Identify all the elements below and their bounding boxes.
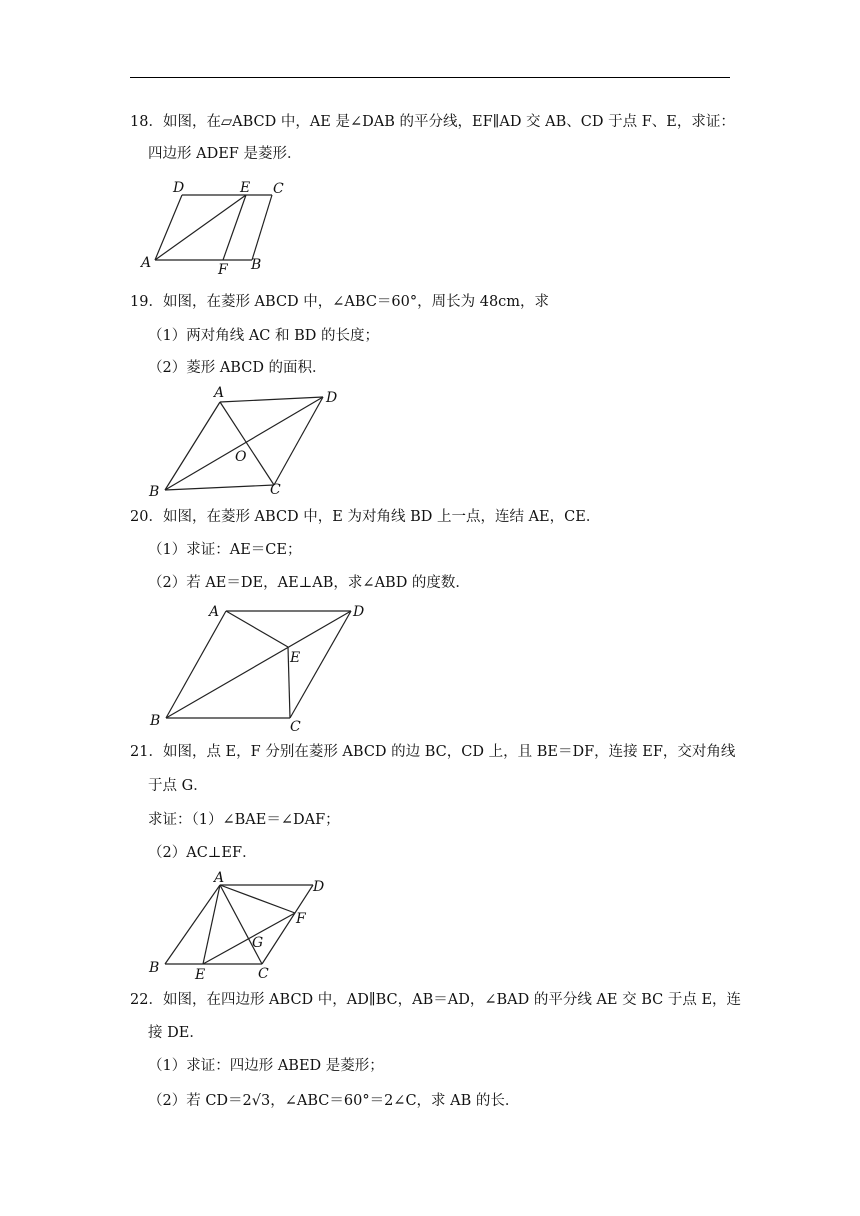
p21-figure [145,868,345,983]
p20-label-D: D [353,604,365,620]
p20-figure [145,598,375,738]
p21-line4: （2）AC⊥EF． [148,845,257,861]
p21-label-A: A [214,870,225,886]
p20-label-E: E [290,650,301,666]
p18-label-D: D [173,180,185,196]
p21-label-D: D [313,879,325,895]
p19-line2: （1）两对角线 AC 和 BD 的长度； [148,328,380,344]
p21-line1: 21．如图，点 E，F 分别在菱形 ABCD 的边 BC，CD 上，且 BE＝DF，连接 EF，交对角线 [130,744,736,760]
p21-line2: 于点 G． [148,778,208,794]
p19-line1: 19．如图，在菱形 ABCD 中，∠ABC＝60°，周长为 48cm，求 [130,294,550,310]
p19-figure [145,382,345,502]
p20-label-B: B [150,713,161,729]
p20-label-A: A [209,604,220,620]
p22-line1: 22．如图，在四边形 ABCD 中，AD∥BC，AB＝AD，∠BAD 的平分线 AE 交 BC 于点 E，连 [130,992,742,1008]
p18-line2: 四边形 ADEF 是菱形． [148,146,302,162]
p21-label-E: E [195,967,206,983]
p21-label-C: C [258,966,269,982]
p19-label-O: O [235,449,247,465]
p18-label-A: A [141,255,152,271]
p18-label-C: C [273,181,284,197]
p19-label-A: A [214,385,225,401]
p19-label-C: C [270,482,281,498]
p21-label-G: G [252,935,264,951]
p18-label-E: E [240,180,251,196]
p20-line1: 20．如图，在菱形 ABCD 中，E 为对角线 BD 上一点，连结 AE，CE． [130,509,601,525]
p21-label-F: F [296,911,306,927]
p21-line3: 求证：（1）∠BAE＝∠DAF； [148,812,340,828]
header-rule [130,77,730,78]
p22-line3: （1）求证：四边形 ABED 是菱形； [148,1058,384,1074]
p18-line1: 18．如图，在▱ABCD 中，AE 是∠DAB 的平分线，EF∥AD 交 AB、CD 于点 F、E，求证： [130,114,735,130]
p18-label-F: F [218,262,228,278]
p22-line2: 接 DE． [148,1025,204,1041]
p22-line4: （2）若 CD＝2√3，∠ABC＝60°＝2∠C，求 AB 的长． [148,1093,520,1109]
p18-figure [140,178,300,278]
p19-line3: （2）菱形 ABCD 的面积． [148,360,327,376]
p21-label-B: B [149,960,160,976]
p18-label-B: B [251,257,262,273]
p19-label-B: B [149,484,160,500]
p19-label-D: D [326,390,338,406]
p20-line3: （2）若 AE＝DE，AE⊥AB，求∠ABD 的度数． [148,575,470,591]
p20-line2: （1）求证：AE＝CE； [148,542,302,558]
p20-label-C: C [290,719,301,735]
